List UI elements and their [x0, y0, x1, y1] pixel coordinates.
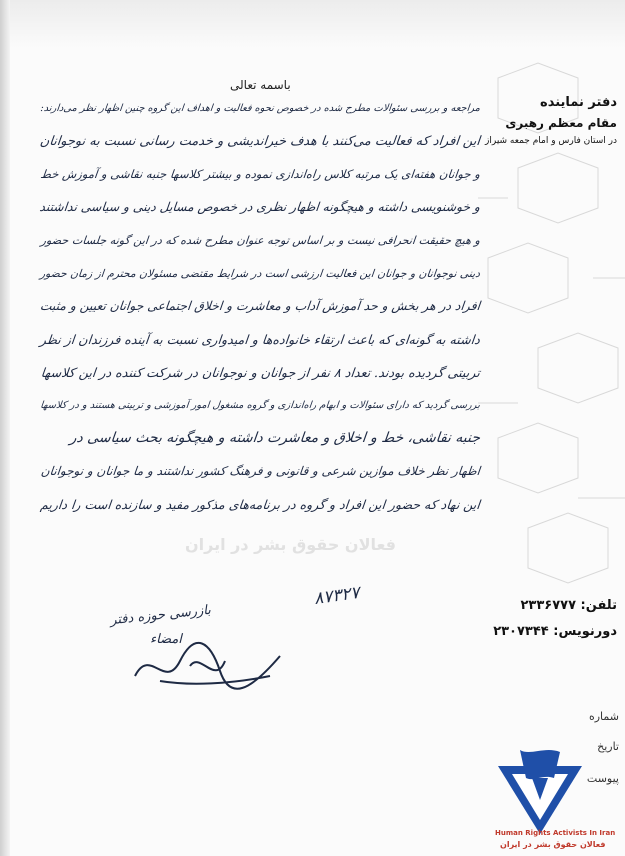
phone-label: تلفن: — [580, 598, 617, 613]
handwritten-signature — [130, 636, 290, 696]
letter-line: داشته به گونه‌ای که باعث ارتقاء خانواده‌ها و امیدواری نسبت به آینده فرزندان از نظر — [39, 332, 481, 347]
letter-line: افراد در هر بخش و حد آموزش آداب و معاشرت و اخلاق اجتماعی جوانان تعیین و مثبت — [39, 299, 481, 313]
phone-line — [477, 598, 617, 613]
office-title: دفتر نماینده — [540, 95, 617, 110]
signature-block — [109, 582, 362, 696]
signer-text: امضاء — [150, 632, 182, 647]
attachment-field-label: پیوست — [586, 772, 619, 785]
letter-line: این افراد که فعالیت می‌کنند با هدف خیراندیشی و خدمت رسانی نسبت به نوجوانان — [39, 134, 481, 149]
number-field-label: شماره — [588, 710, 619, 723]
signature-office-text: بازرسی حوزه دفتر — [109, 602, 212, 629]
letter-line: دینی نوجوانان و جوانان این فعالیت ارزشی است در شرایط مقتضی مسئولان محترم از زمان حضور — [39, 267, 481, 280]
letter-line: اظهار نظر خلاف موازین شرعی و قانونی و فرهنگ کشور نداشتند و ما جوانان و نوجوانان — [40, 464, 481, 478]
letter-line: مراجعه و بررسی سئوالات مطرح شده در خصوص نحوه فعالیت و اهداف این گروه چنین اظهار نظر می‌دارند: — [39, 103, 481, 114]
office-subtitle: مقام معظم رهبری — [505, 116, 617, 130]
logo-text-english: Human Rights Activists In Iran — [495, 829, 616, 837]
reference-number: ۸۷۳۲۷ — [313, 582, 362, 610]
fax-line — [477, 624, 617, 639]
letter-line: تربیتی گردیده بودند. تعداد ۸ نفر از جوانان و نوجوانان در شرکت کننده در این کلاسها — [40, 365, 481, 380]
scan-shadow-left — [0, 0, 10, 856]
fax-value: ۲۳۰۷۳۴۴ — [493, 624, 549, 639]
human-rights-activists-logo — [490, 738, 590, 838]
fax-label: دورنویس: — [553, 624, 617, 639]
watermark-text: فعالان حقوق بشر در ایران — [185, 535, 396, 554]
letter-line: و هیچ حقیقت انحرافی نیست و بر اساس توجه عنوان مطرح شده که در این گونه جلسات حضور — [40, 234, 481, 247]
office-location: در استان فارس و امام جمعه شیراز — [485, 136, 617, 146]
date-field-label: تاریخ — [597, 740, 619, 753]
logo-text-persian: فعالان حقوق بشر در ایران — [500, 840, 606, 849]
phone-value: ۲۳۳۶۷۷۷ — [520, 598, 577, 613]
letterhead-office — [467, 95, 617, 146]
handwritten-letter-body — [40, 92, 480, 521]
letter-line: بررسی گردید که دارای سئوالات و ابهام راه‌اندازی و گروه مشغول امور آموزشی و تربیتی هستند و در کلاسها — [39, 400, 481, 411]
letter-line: و جوانان هفته‌ای یک مرتبه کلاس راه‌اندازی نموده و بیشتر کلاسها جنبه نقاشی و آموزش خط — [39, 167, 481, 181]
scan-shadow-top — [0, 0, 625, 48]
letter-line: جنبه نقاشی، خط و اخلاق و معاشرت داشته و هیچگونه بحث سیاسی در — [68, 430, 481, 446]
letter-line: این نهاد که حضور این افراد و گروه در برنامه‌های مذکور مفید و سازنده است را داریم — [39, 497, 481, 512]
letter-line: و خوشنویسی داشته و هیچگونه اظهار نظری در خصوص مسایل دینی و سیاسی نداشتند — [38, 200, 481, 214]
letter-heading: باسمه تعالی — [230, 78, 291, 92]
